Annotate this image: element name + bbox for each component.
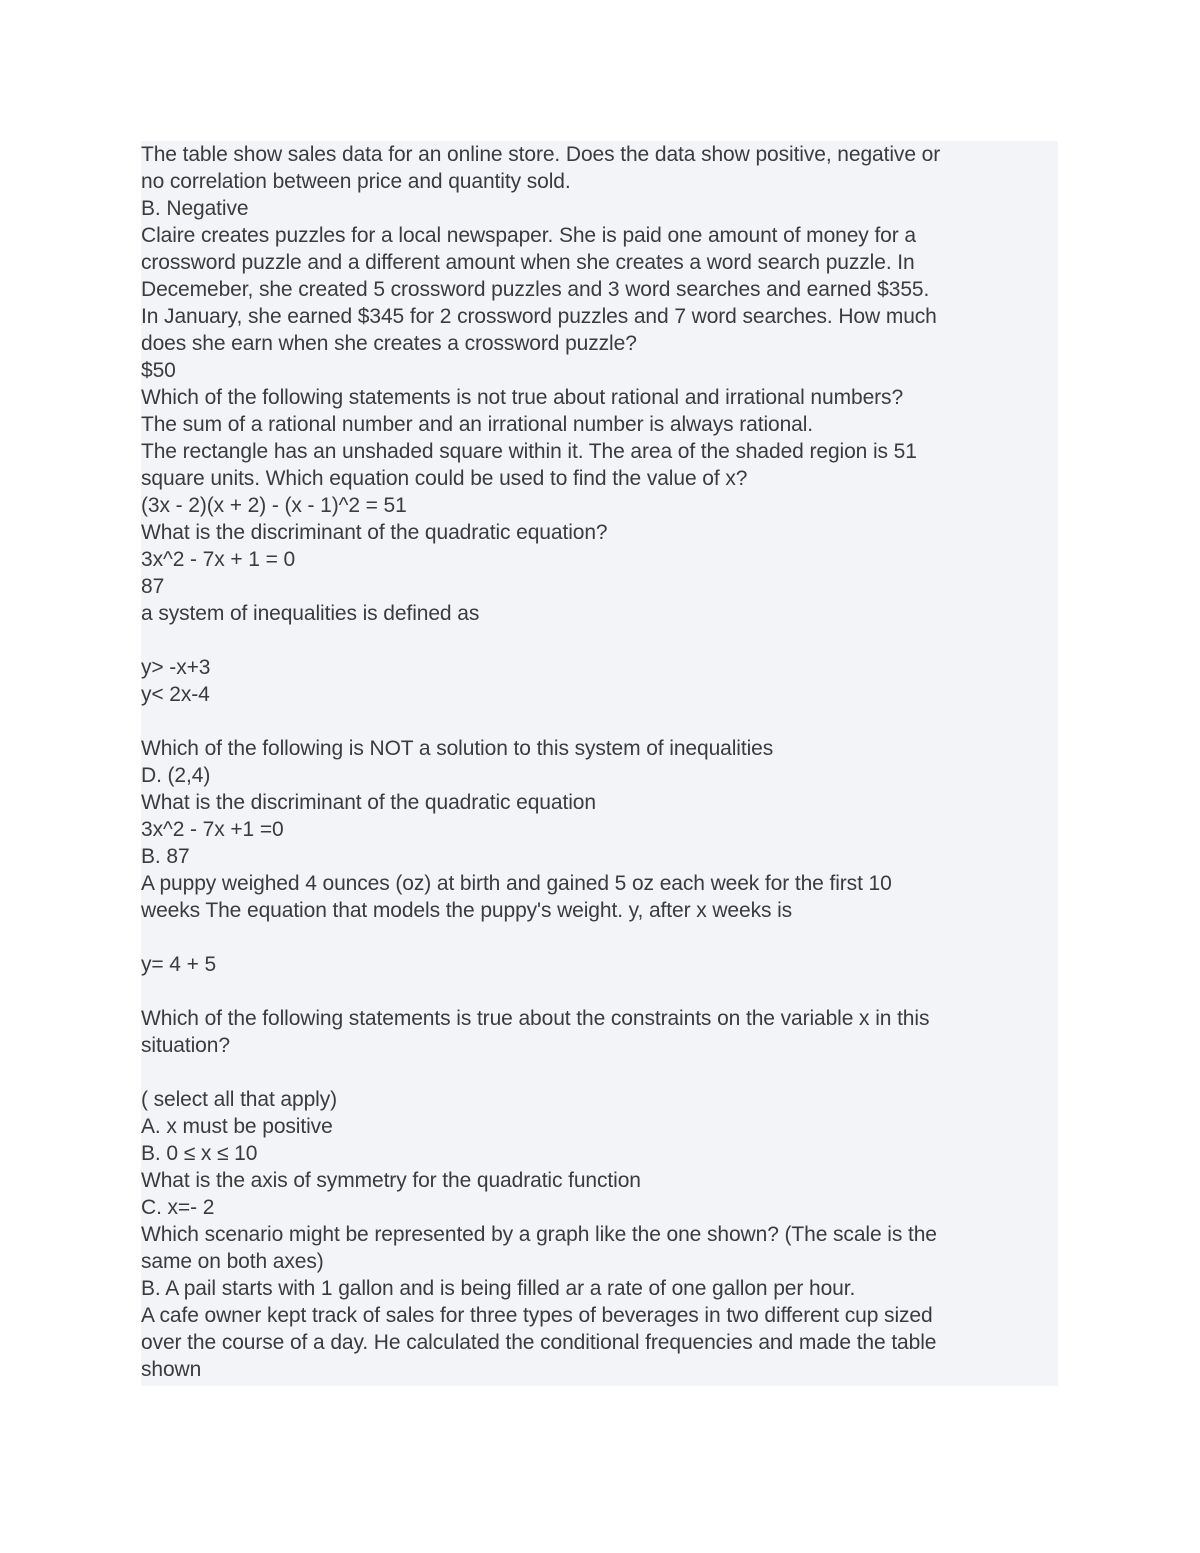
text-line: square units. Which equation could be used to find the value of x? bbox=[141, 467, 748, 490]
text-line: a system of inequalities is defined as bbox=[141, 602, 480, 625]
text-line: no correlation between price and quantity sold. bbox=[141, 170, 571, 193]
text-line: Which scenario might be represented by a graph like the one shown? (The scale is the bbox=[141, 1223, 937, 1246]
document-text-block bbox=[141, 141, 1058, 1386]
text-line: What is the discriminant of the quadratic equation? bbox=[141, 521, 608, 544]
text-line: B. Negative bbox=[141, 197, 249, 220]
text-line: What is the axis of symmetry for the quadratic function bbox=[141, 1169, 641, 1192]
text-line: C. x=- 2 bbox=[141, 1196, 215, 1219]
blank-line bbox=[141, 1059, 1058, 1086]
text-line: same on both axes) bbox=[141, 1250, 324, 1273]
text-line: Decemeber, she created 5 crossword puzzles and 3 word searches and earned $355. bbox=[141, 278, 930, 301]
text-line: D. (2,4) bbox=[141, 764, 211, 787]
text-line: ( select all that apply) bbox=[141, 1088, 338, 1111]
text-line: over the course of a day. He calculated the conditional frequencies and made the table bbox=[141, 1331, 937, 1354]
text-line: (3x - 2)(x + 2) - (x - 1)^2 = 51 bbox=[141, 494, 407, 517]
text-line: Which of the following statements is true about the constraints on the variable x in this bbox=[141, 1007, 930, 1030]
text-line: does she earn when she creates a crossword puzzle? bbox=[141, 332, 637, 355]
blank-line bbox=[141, 978, 1058, 1005]
text-line: The table show sales data for an online store. Does the data show positive, negative or bbox=[141, 143, 941, 166]
text-line: A puppy weighed 4 ounces (oz) at birth and gained 5 oz each week for the first 10 bbox=[141, 872, 892, 895]
text-line: In January, she earned $345 for 2 crossword puzzles and 7 word searches. How much bbox=[141, 305, 937, 328]
blank-line bbox=[141, 627, 1058, 654]
text-line: B. 87 bbox=[141, 845, 190, 868]
text-line: What is the discriminant of the quadratic equation bbox=[141, 791, 596, 814]
text-line: The rectangle has an unshaded square within it. The area of the shaded region is 51 bbox=[141, 440, 917, 463]
text-line: Claire creates puzzles for a local newspaper. She is paid one amount of money for a bbox=[141, 224, 916, 247]
text-line: y> -x+3 bbox=[141, 656, 211, 679]
text-line: 3x^2 - 7x +1 =0 bbox=[141, 818, 284, 841]
text-line: situation? bbox=[141, 1034, 230, 1057]
text-line: 87 bbox=[141, 575, 165, 598]
text-line: Which of the following is NOT a solution to this system of inequalities bbox=[141, 737, 774, 760]
text-line: Which of the following statements is not true about rational and irrational numbers? bbox=[141, 386, 904, 409]
text-line: crossword puzzle and a different amount when she creates a word search puzzle. In bbox=[141, 251, 915, 274]
text-line: B. A pail starts with 1 gallon and is being filled ar a rate of one gallon per hour. bbox=[141, 1277, 856, 1300]
text-line: B. 0 ≤ x ≤ 10 bbox=[141, 1142, 258, 1165]
text-line: y= 4 + 5 bbox=[141, 953, 217, 976]
text-line: shown bbox=[141, 1358, 202, 1381]
text-line: $50 bbox=[141, 359, 176, 382]
blank-line bbox=[141, 924, 1058, 951]
text-line: weeks The equation that models the puppy's weight. y, after x weeks is bbox=[141, 899, 793, 922]
text-line: 3x^2 - 7x + 1 = 0 bbox=[141, 548, 296, 571]
text-line: y< 2x-4 bbox=[141, 683, 210, 706]
text-line: A cafe owner kept track of sales for three types of beverages in two different cup sized bbox=[141, 1304, 933, 1327]
text-line: The sum of a rational number and an irrational number is always rational. bbox=[141, 413, 814, 436]
text-line: A. x must be positive bbox=[141, 1115, 333, 1138]
blank-line bbox=[141, 708, 1058, 735]
